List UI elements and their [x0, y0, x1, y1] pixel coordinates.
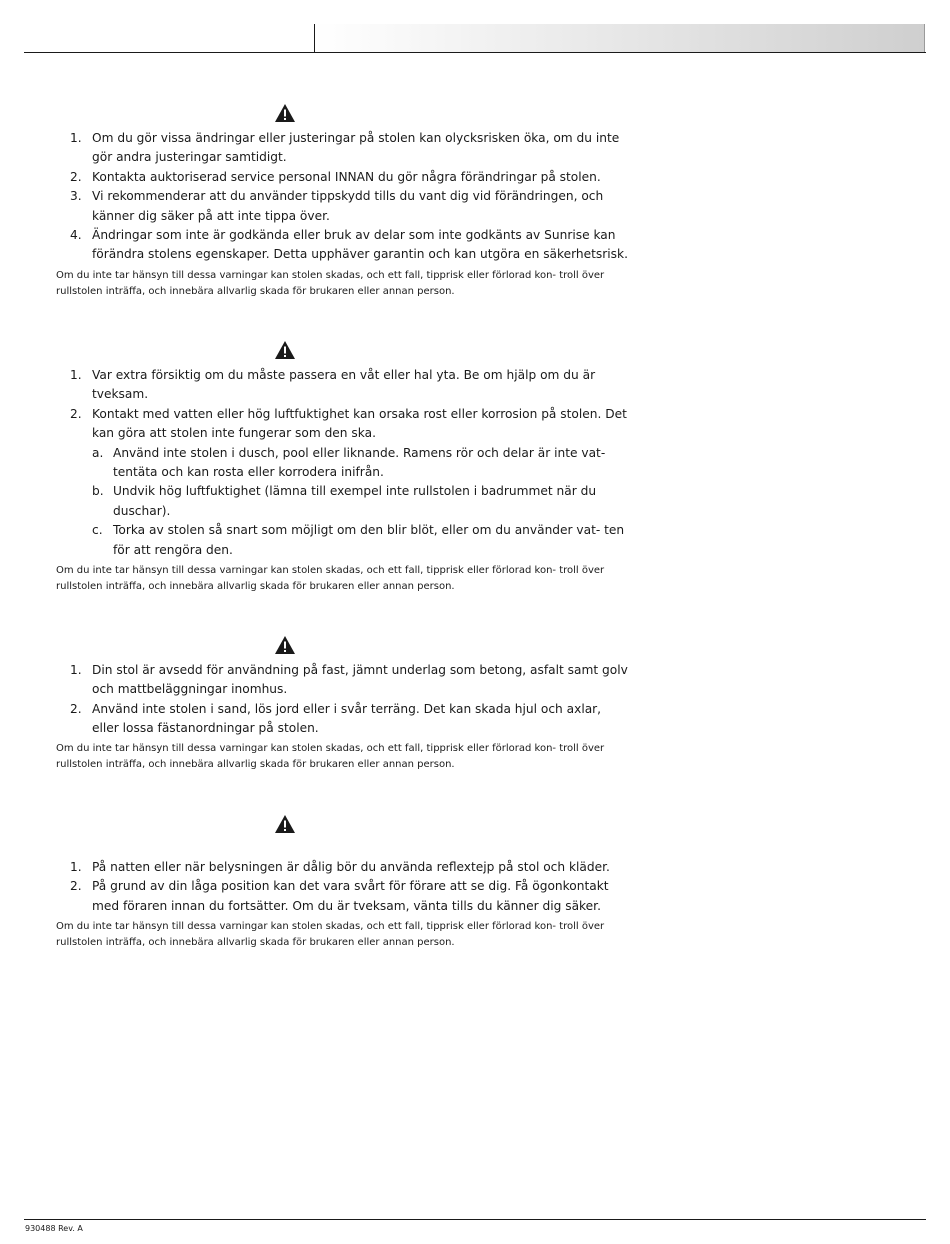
warning-list — [70, 366, 630, 560]
footer-rule — [24, 1219, 926, 1220]
sub-list-item: a. Använd inte stolen i dusch, pool eller liknande. Ramens rör och delar är inte vat- tentäta och kan rosta eller korrodera inifrån. — [92, 445, 606, 480]
list-item: 1. Var extra försiktig om du måste passera en våt eller hal yta. Be om hjälp om du är tveksam. — [70, 368, 596, 402]
warning-triangle-icon — [274, 103, 296, 123]
warning-list — [70, 858, 630, 916]
list-item: 2. Kontakta auktoriserad service personal INNAN du gör några förändringar på stolen. — [70, 169, 601, 184]
list-item: 2. På grund av din låga position kan det vara svårt för förare att se dig. Få ögonkontakt med föraren innan du fortsätter. Om du är tveksam, vänta tills du känner dig säker. — [70, 879, 609, 913]
warning-triangle-icon — [274, 635, 296, 655]
header-divider — [314, 24, 315, 53]
header-rule — [24, 52, 926, 53]
list-item: 3. Vi rekommenderar att du använder tippskydd tills du vant dig vid förändringen, och känner dig säker på att inte tippa över. — [70, 189, 604, 223]
list-item: 1. På natten eller när belysningen är dålig bör du använda reflextejp på stol och kläder. — [70, 860, 610, 874]
list-item: 1. Din stol är avsedd för användning på fast, jämnt underlag som betong, asfalt samt golv och mattbeläggningar inomhus. — [70, 663, 628, 697]
warning-consequence-note: Om du inte tar hänsyn till dessa varningar kan stolen skadas, och ett fall, tipprisk eller förlorad kon- troll över rullstolen inträffa, och innebära allvarlig skada för brukaren eller annan person. — [56, 565, 605, 592]
footer-document-number: 930488 Rev. A — [25, 1224, 83, 1233]
warning-consequence-note: Om du inte tar hänsyn till dessa varningar kan stolen skadas, och ett fall, tipprisk eller förlorad kon- troll över rullstolen inträffa, och innebära allvarlig skada för brukaren eller annan person. — [56, 743, 605, 770]
sub-list-item: c. Torka av stolen så snart som möjligt om den blir blöt, eller om du använder vat- ten för att rengöra den. — [92, 523, 625, 557]
header-title-bar — [315, 24, 925, 52]
sub-list-item: b. Undvik hög luftfuktighet (lämna till exempel inte rullstolen i badrummet när du duschar). — [92, 484, 597, 518]
warning-list — [70, 129, 630, 265]
warning-consequence-note: Om du inte tar hänsyn till dessa varningar kan stolen skadas, och ett fall, tipprisk eller förlorad kon- troll över rullstolen inträffa, och innebära allvarlig skada för brukaren eller annan person. — [56, 270, 605, 297]
warning-consequence-note: Om du inte tar hänsyn till dessa varningar kan stolen skadas, och ett fall, tipprisk eller förlorad kon- troll över rullstolen inträffa, och innebära allvarlig skada för brukaren eller annan person. — [56, 921, 605, 948]
list-item: 4. Ändringar som inte är godkända eller bruk av delar som inte godkänts av Sunrise kan förändra stolens egenskaper. Detta upphäver garantin och kan utgöra en säkerhetsrisk. — [70, 228, 628, 262]
list-item: 1. Om du gör vissa ändringar eller justeringar på stolen kan olycksrisken öka, om du inte gör andra justeringar samtidigt. — [70, 131, 620, 165]
warning-triangle-icon — [274, 340, 296, 360]
list-item: 2. Kontakt med vatten eller hög luftfuktighet kan orsaka rost eller korrosion på stolen. Det kan göra att stolen inte fungerar som den ska. — [70, 406, 627, 441]
list-item: 2. Använd inte stolen i sand, lös jord eller i svår terräng. Det kan skada hjul och axlar, eller lossa fästanordningar på stolen. — [70, 701, 602, 736]
warning-triangle-icon — [274, 814, 296, 834]
warning-list — [70, 661, 630, 739]
